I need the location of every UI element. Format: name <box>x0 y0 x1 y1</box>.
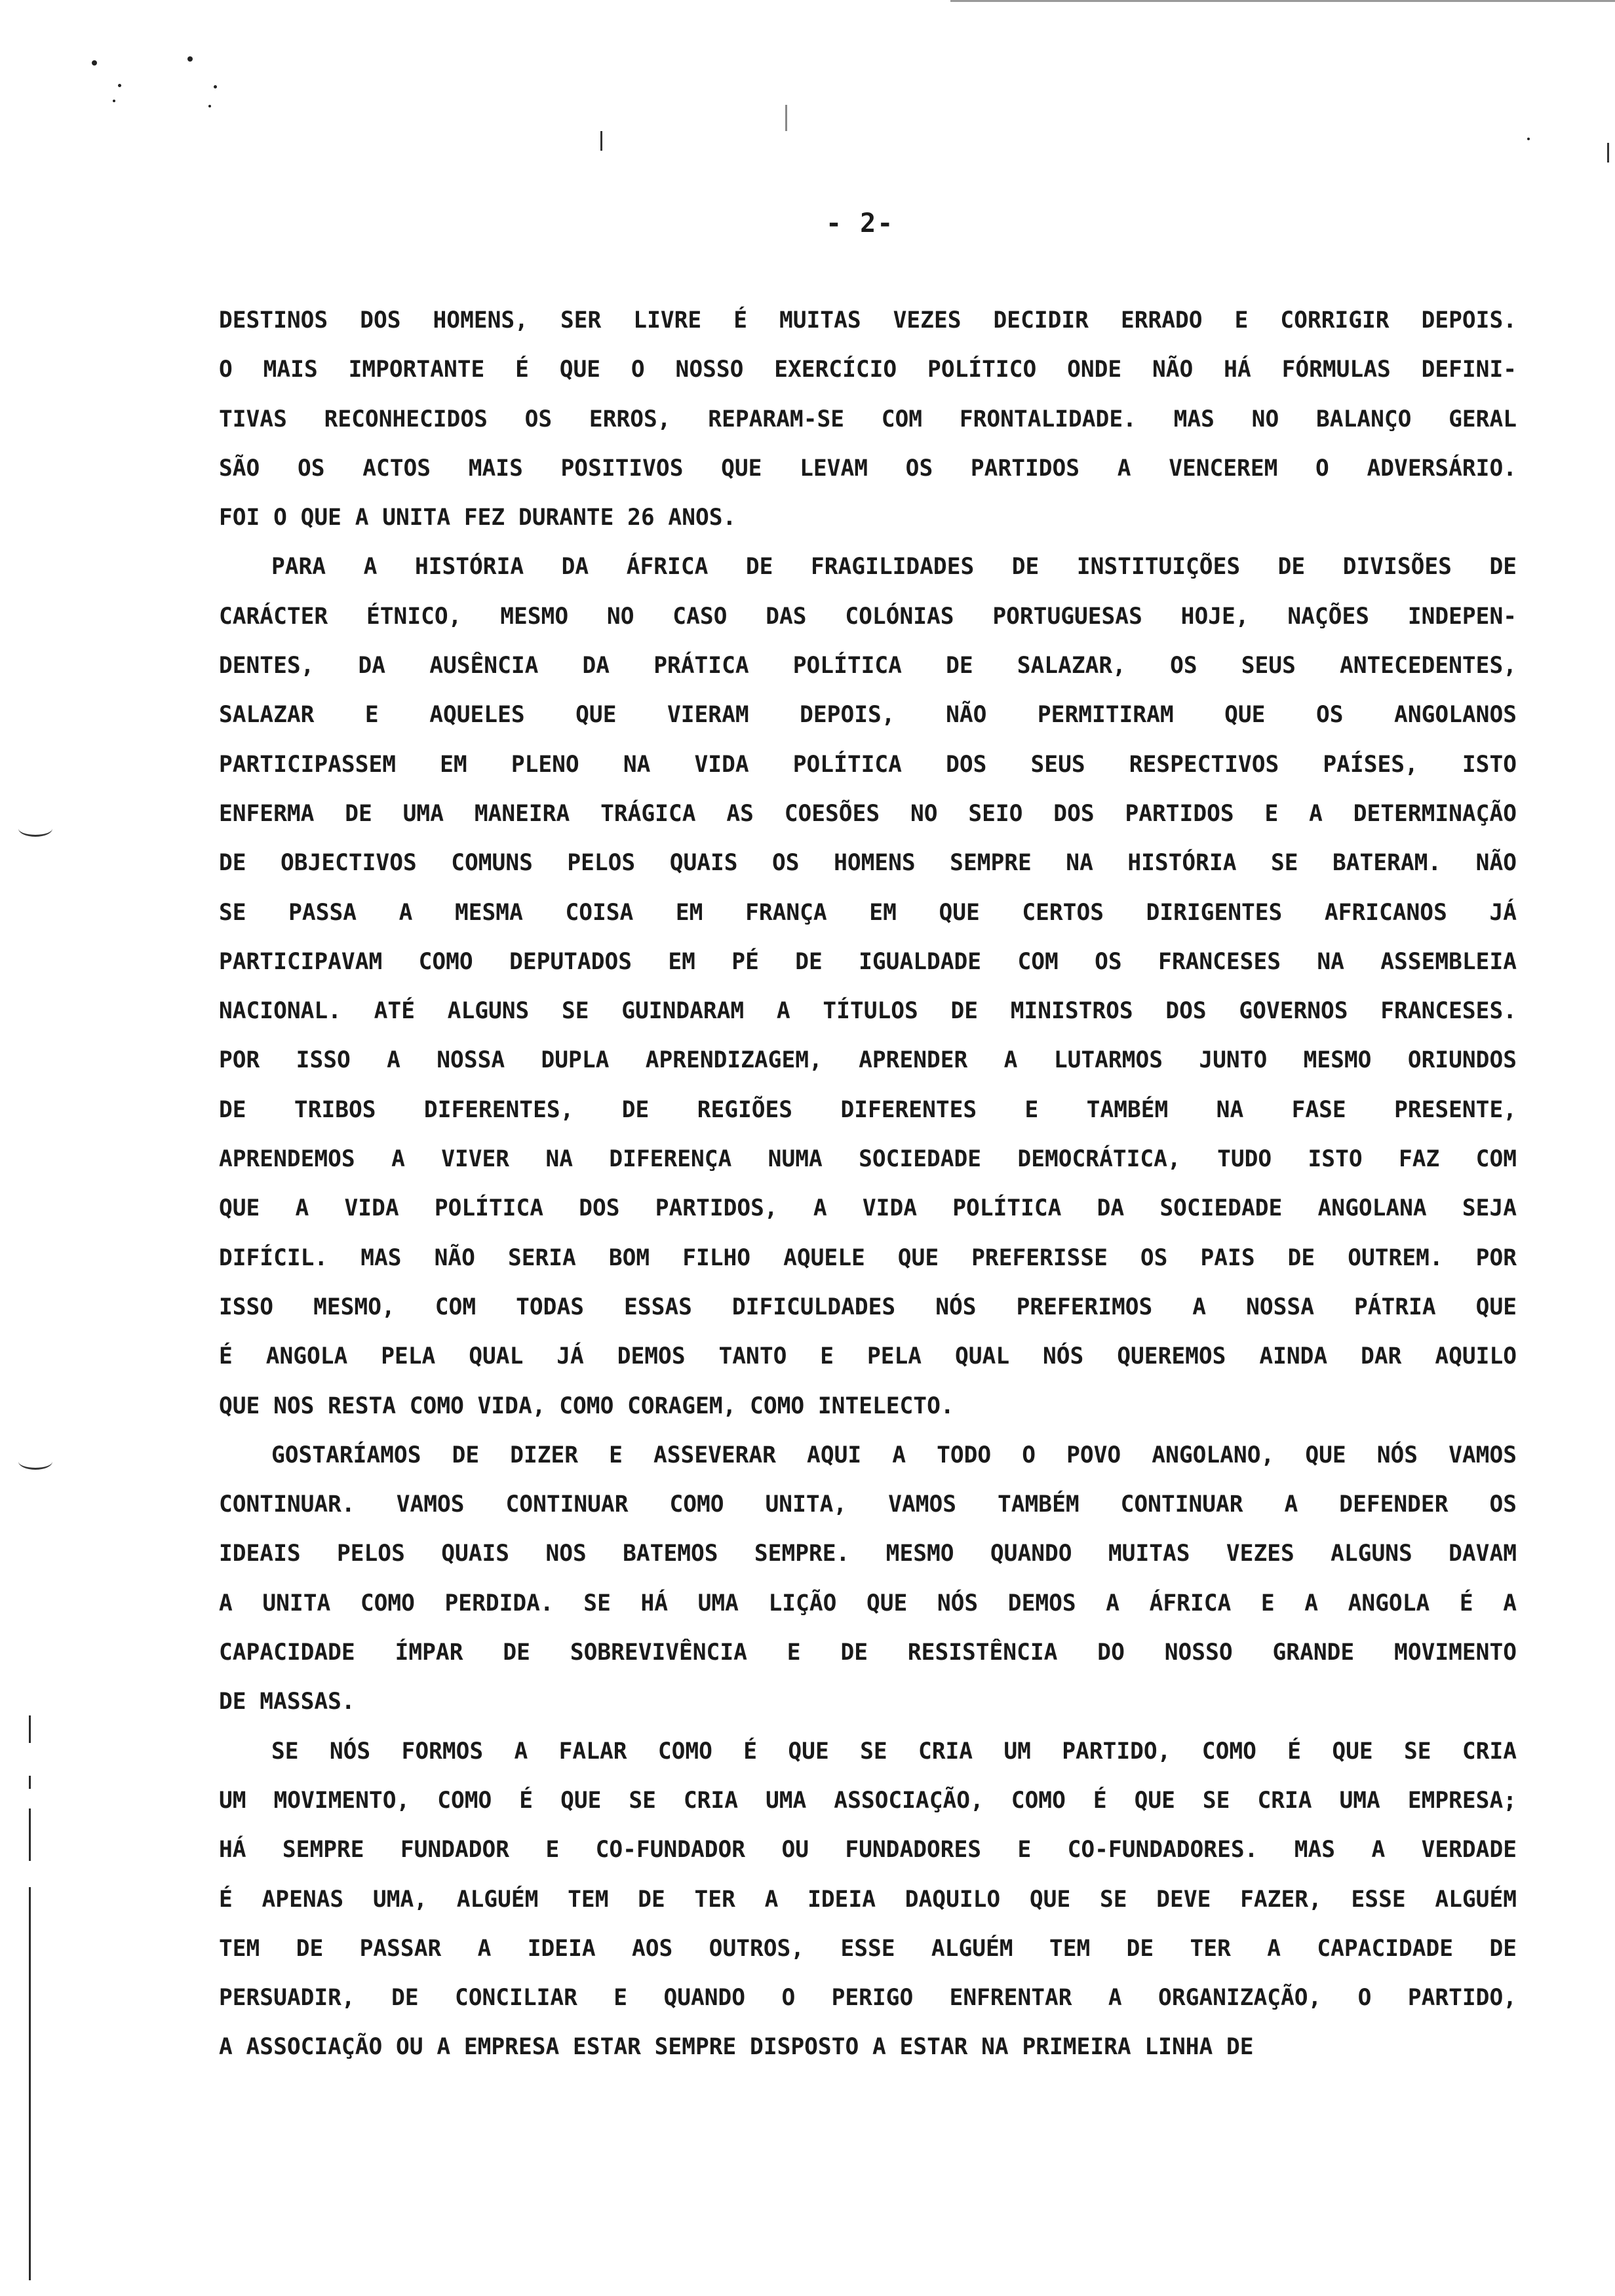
scan-tick <box>785 105 787 131</box>
text-line: DENTES, DA AUSÊNCIA DA PRÁTICA POLÍTICA DE SALAZAR, OS SEUS ANTECEDENTES, <box>219 653 1517 679</box>
text-line: DE MASSAS. <box>219 1689 355 1715</box>
text-line: POR ISSO A NOSSA DUPLA APRENDIZAGEM, APRENDER A LUTARMOS JUNTO MESMO ORIUNDOS <box>219 1047 1517 1074</box>
text-line: FOI O QUE A UNITA FEZ DURANTE 26 ANOS. <box>219 505 737 531</box>
scan-speck <box>187 56 193 62</box>
scan-arc <box>18 820 52 837</box>
text-line: NACIONAL. ATÉ ALGUNS SE GUINDARAM A TÍTULOS DE MINISTROS DOS GOVERNOS FRANCESES. <box>219 998 1517 1025</box>
text-line: DESTINOS DOS HOMENS, SER LIVRE É MUITAS VEZES DECIDIR ERRADO E CORRIGIR DEPOIS. <box>219 307 1517 334</box>
text-line: ENFERMA DE UMA MANEIRA TRÁGICA AS COESÕES NO SEIO DOS PARTIDOS E A DETERMINAÇÃO <box>219 800 1517 827</box>
paragraph <box>219 543 1517 1430</box>
text-line: É ANGOLA PELA QUAL JÁ DEMOS TANTO E PELA QUAL NÓS QUEREMOS AINDA DAR AQUILO <box>219 1343 1517 1370</box>
scan-speck <box>92 60 97 66</box>
text-line: SE PASSA A MESMA COISA EM FRANÇA EM QUE CERTOS DIRIGENTES AFRICANOS JÁ <box>219 899 1517 926</box>
text-line: GOSTARÍAMOS DE DIZER E ASSEVERAR AQUI A TODO O POVO ANGOLANO, QUE NÓS VAMOS <box>271 1442 1517 1468</box>
text-line: A UNITA COMO PERDIDA. SE HÁ UMA LIÇÃO QUE NÓS DEMOS A ÁFRICA E A ANGOLA É A <box>219 1590 1517 1617</box>
scan-speck <box>214 85 217 88</box>
scan-margin-line <box>29 1776 31 1789</box>
text-line: O MAIS IMPORTANTE É QUE O NOSSO EXERCÍCIO POLÍTICO ONDE NÃO HÁ FÓRMULAS DEFINI- <box>219 356 1517 383</box>
text-line: IDEAIS PELOS QUAIS NOS BATEMOS SEMPRE. MESMO QUANDO MUITAS VEZES ALGUNS DAVAM <box>219 1540 1517 1567</box>
text-line: CAPACIDADE ÍMPAR DE SOBREVIVÊNCIA E DE RESISTÊNCIA DO NOSSO GRANDE MOVIMENTO <box>219 1639 1517 1666</box>
paragraph <box>219 1727 1517 2073</box>
text-line: SÃO OS ACTOS MAIS POSITIVOS QUE LEVAM OS PARTIDOS A VENCEREM O ADVERSÁRIO. <box>219 455 1517 482</box>
text-line: TIVAS RECONHECIDOS OS ERROS, REPARAM-SE COM FRONTALIDADE. MAS NO BALANÇO GERAL <box>219 406 1517 432</box>
text-line: SALAZAR E AQUELES QUE VIERAM DEPOIS, NÃO PERMITIRAM QUE OS ANGOLANOS <box>219 702 1517 729</box>
text-line: CONTINUAR. VAMOS CONTINUAR COMO UNITA, VAMOS TAMBÉM CONTINUAR A DEFENDER OS <box>219 1491 1517 1518</box>
text-line: PERSUADIR, DE CONCILIAR E QUANDO O PERIGO ENFRENTAR A ORGANIZAÇÃO, O PARTIDO, <box>219 1985 1517 2012</box>
page-number: - 2- <box>826 208 895 239</box>
paragraph <box>219 1431 1517 1727</box>
scan-margin-line <box>29 1808 31 1861</box>
text-line: PARTICIPAVAM COMO DEPUTADOS EM PÉ DE IGUALDADE COM OS FRANCESES NA ASSEMBLEIA <box>219 948 1517 975</box>
body-text <box>219 296 1517 2073</box>
text-line: PARA A HISTÓRIA DA ÁFRICA DE FRAGILIDADES DE INSTITUIÇÕES DE DIVISÕES DE <box>271 554 1517 581</box>
scan-speck <box>1527 138 1530 140</box>
scan-margin-line <box>29 1887 31 2280</box>
scan-speck <box>118 84 121 87</box>
paragraph <box>219 296 1517 543</box>
scan-speck <box>208 105 211 107</box>
text-line: QUE NOS RESTA COMO VIDA, COMO CORAGEM, COMO INTELECTO. <box>219 1392 954 1419</box>
text-line: A ASSOCIAÇÃO OU A EMPRESA ESTAR SEMPRE DISPOSTO A ESTAR NA PRIMEIRA LINHA DE <box>219 2034 1254 2061</box>
text-line: SE NÓS FORMOS A FALAR COMO É QUE SE CRIA UM PARTIDO, COMO É QUE SE CRIA <box>271 1738 1517 1765</box>
text-line: HÁ SEMPRE FUNDADOR E CO-FUNDADOR OU FUNDADORES E CO-FUNDADORES. MAS A VERDADE <box>219 1837 1517 1864</box>
scan-arc <box>18 1453 52 1470</box>
text-line: DE OBJECTIVOS COMUNS PELOS QUAIS OS HOMENS SEMPRE NA HISTÓRIA SE BATERAM. NÃO <box>219 850 1517 877</box>
text-line: QUE A VIDA POLÍTICA DOS PARTIDOS, A VIDA POLÍTICA DA SOCIEDADE ANGOLANA SEJA <box>219 1195 1517 1222</box>
text-line: UM MOVIMENTO, COMO É QUE SE CRIA UMA ASSOCIAÇÃO, COMO É QUE SE CRIA UMA EMPRESA; <box>219 1787 1517 1814</box>
text-line: CARÁCTER ÉTNICO, MESMO NO CASO DAS COLÓNIAS PORTUGUESAS HOJE, NAÇÕES INDEPEN- <box>219 603 1517 630</box>
text-line: TEM DE PASSAR A IDEIA AOS OUTROS, ESSE ALGUÉM TEM DE TER A CAPACIDADE DE <box>219 1935 1517 1962</box>
scan-tick <box>600 131 602 151</box>
text-line: DIFÍCIL. MAS NÃO SERIA BOM FILHO AQUELE QUE PREFERISSE OS PAIS DE OUTREM. POR <box>219 1244 1517 1271</box>
scan-top-rule <box>950 0 1615 2</box>
text-line: PARTICIPASSEM EM PLENO NA VIDA POLÍTICA DOS SEUS RESPECTIVOS PAÍSES, ISTO <box>219 751 1517 778</box>
text-line: APRENDEMOS A VIVER NA DIFERENÇA NUMA SOCIEDADE DEMOCRÁTICA, TUDO ISTO FAZ COM <box>219 1146 1517 1173</box>
text-line: DE TRIBOS DIFERENTES, DE REGIÕES DIFERENTES E TAMBÉM NA FASE PRESENTE, <box>219 1096 1517 1123</box>
text-line: ISSO MESMO, COM TODAS ESSAS DIFICULDADES NÓS PREFERIMOS A NOSSA PÁTRIA QUE <box>219 1293 1517 1320</box>
scan-tick <box>1607 143 1609 163</box>
text-line: É APENAS UMA, ALGUÉM TEM DE TER A IDEIA DAQUILO QUE SE DEVE FAZER, ESSE ALGUÉM <box>219 1886 1517 1913</box>
scan-speck <box>113 100 115 102</box>
scan-margin-line <box>29 1715 31 1743</box>
